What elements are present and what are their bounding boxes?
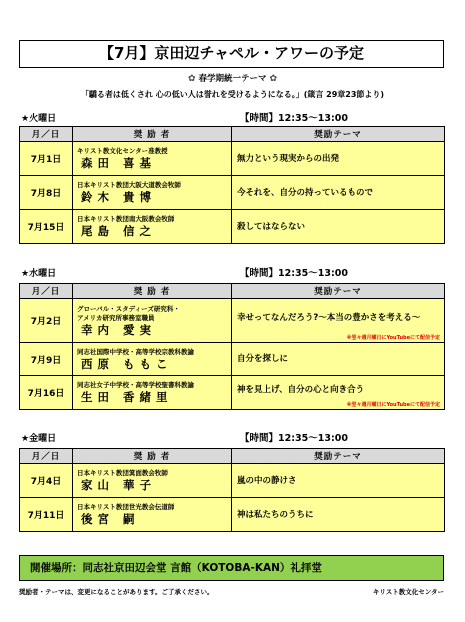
table-row bbox=[20, 176, 445, 210]
speaker-role: 日本キリスト教団南大阪教会牧師 bbox=[77, 215, 175, 223]
row-date: 7月8日 bbox=[20, 176, 73, 210]
table-row bbox=[20, 343, 445, 376]
row-date: 7月1日 bbox=[20, 142, 73, 176]
theme-heading bbox=[0, 73, 465, 85]
row-date: 7月15日 bbox=[20, 210, 73, 244]
speaker-name: 家山 華子 bbox=[81, 478, 157, 492]
header-theme: 奨励テーマ bbox=[232, 127, 445, 142]
row-speaker bbox=[73, 343, 232, 376]
table-header-row bbox=[20, 127, 445, 142]
row-date: 7月11日 bbox=[20, 498, 73, 532]
header-theme: 奨励テーマ bbox=[232, 284, 445, 299]
header-date: 月／日 bbox=[20, 284, 73, 299]
table-header-row bbox=[20, 284, 445, 299]
schedule-table-friday bbox=[19, 448, 445, 532]
day-label-tuesday: ★火曜日 bbox=[21, 114, 57, 124]
day-label-wednesday: ★水曜日 bbox=[21, 269, 57, 279]
theme-text: 幸せってなんだろう?～本当の豊かさを考える～ bbox=[237, 312, 421, 323]
row-date: 7月2日 bbox=[20, 299, 73, 343]
header-speaker: 奨 励 者 bbox=[73, 127, 232, 142]
footer-organization: キリスト教文化センター bbox=[372, 588, 444, 596]
speaker-role: 日本キリスト教団大阪大道教会牧師 bbox=[77, 181, 181, 189]
theme-quote: 「驕る者は低くされ 心の低い人は誉れを受けるようになる。」(箴言 29章23節より) bbox=[80, 90, 385, 99]
speaker-name: 森田 喜基 bbox=[81, 156, 157, 170]
table-row bbox=[20, 498, 445, 532]
header-speaker: 奨 励 者 bbox=[73, 284, 232, 299]
venue-banner: 開催場所：同志社京田辺会堂 言館（KOTOBA-KAN）礼拝堂 bbox=[19, 555, 444, 581]
schedule-table-wednesday bbox=[19, 283, 445, 410]
table-row bbox=[20, 464, 445, 498]
speaker-role: 同志社女子中学校・高等学校聖書科教諭 bbox=[77, 381, 194, 389]
speaker-name: 尾島 信之 bbox=[81, 224, 157, 238]
speaker-role: 同志社国際中学校・高等学校宗教科教諭 bbox=[77, 347, 194, 356]
speaker-name: 幸内 愛実 bbox=[81, 322, 157, 337]
row-theme: 無力という現実からの出発 bbox=[232, 142, 445, 176]
time-label-friday: 【時間】12:35～13:00 bbox=[240, 433, 348, 444]
time-label-tuesday: 【時間】12:35～13:00 bbox=[240, 113, 348, 124]
table-row bbox=[20, 299, 445, 343]
speaker-role: 日本キリスト教団箕面教会牧師 bbox=[77, 469, 168, 477]
row-speaker bbox=[73, 210, 232, 244]
speaker-role: キリスト教文化センター准教授 bbox=[77, 147, 168, 155]
header-date: 月／日 bbox=[20, 127, 73, 142]
speaker-name: 後宮 嗣 bbox=[81, 512, 140, 526]
row-speaker bbox=[73, 376, 232, 410]
row-date: 7月4日 bbox=[20, 464, 73, 498]
row-speaker bbox=[73, 464, 232, 498]
row-date: 7月9日 bbox=[20, 343, 73, 376]
schedule-table-tuesday bbox=[19, 126, 445, 244]
row-theme bbox=[232, 299, 445, 343]
table-row bbox=[20, 142, 445, 176]
speaker-role: 日本キリスト教団世光教会伝道師 bbox=[77, 503, 175, 511]
speaker-name: 西原 ももこ bbox=[81, 356, 173, 371]
flower-icon: ✿ bbox=[187, 74, 196, 84]
row-speaker bbox=[73, 498, 232, 532]
day-label-friday: ★金曜日 bbox=[21, 434, 57, 444]
speaker-role: グローバル・スタディーズ研究科・ bbox=[77, 304, 180, 313]
speaker-role-line2: アメリカ研究所事務室職員 bbox=[77, 313, 155, 322]
row-theme: 殺してはならない bbox=[232, 210, 445, 244]
youtube-note: ※翌々週月曜日にYouTubeにて配信予定 bbox=[346, 402, 440, 408]
row-theme: 自分を探しに bbox=[232, 343, 445, 376]
theme-heading-text: 春学期統一テーマ bbox=[198, 74, 267, 84]
time-label-wednesday: 【時間】12:35～13:00 bbox=[240, 268, 348, 279]
page-title: 【7月】京田辺チャペル・アワーの予定 bbox=[19, 40, 444, 68]
table-header-row bbox=[20, 449, 445, 464]
header-theme: 奨励テーマ bbox=[232, 449, 445, 464]
flower-icon: ✿ bbox=[269, 74, 278, 84]
header-date: 月／日 bbox=[20, 449, 73, 464]
row-date: 7月16日 bbox=[20, 376, 73, 410]
table-row bbox=[20, 376, 445, 410]
row-theme: 神は私たちのうちに bbox=[232, 498, 445, 532]
row-speaker bbox=[73, 176, 232, 210]
row-theme: 嵐の中の静けさ bbox=[232, 464, 445, 498]
row-speaker bbox=[73, 299, 232, 343]
youtube-note: ※翌々週月曜日にYouTubeにて配信予定 bbox=[346, 335, 440, 341]
footer-note: 奨励者・テーマは、変更になることがあります。ご了承ください。 bbox=[19, 588, 214, 596]
speaker-name: 鈴木 貴博 bbox=[81, 190, 157, 204]
table-row bbox=[20, 210, 445, 244]
row-theme bbox=[232, 376, 445, 410]
speaker-name: 生田 香緒里 bbox=[81, 390, 173, 404]
header-speaker: 奨 励 者 bbox=[73, 449, 232, 464]
row-speaker bbox=[73, 142, 232, 176]
row-theme: 今それを、自分の持っているもので bbox=[232, 176, 445, 210]
theme-text: 神を見上げ、自分の心と向き合う bbox=[237, 384, 365, 395]
